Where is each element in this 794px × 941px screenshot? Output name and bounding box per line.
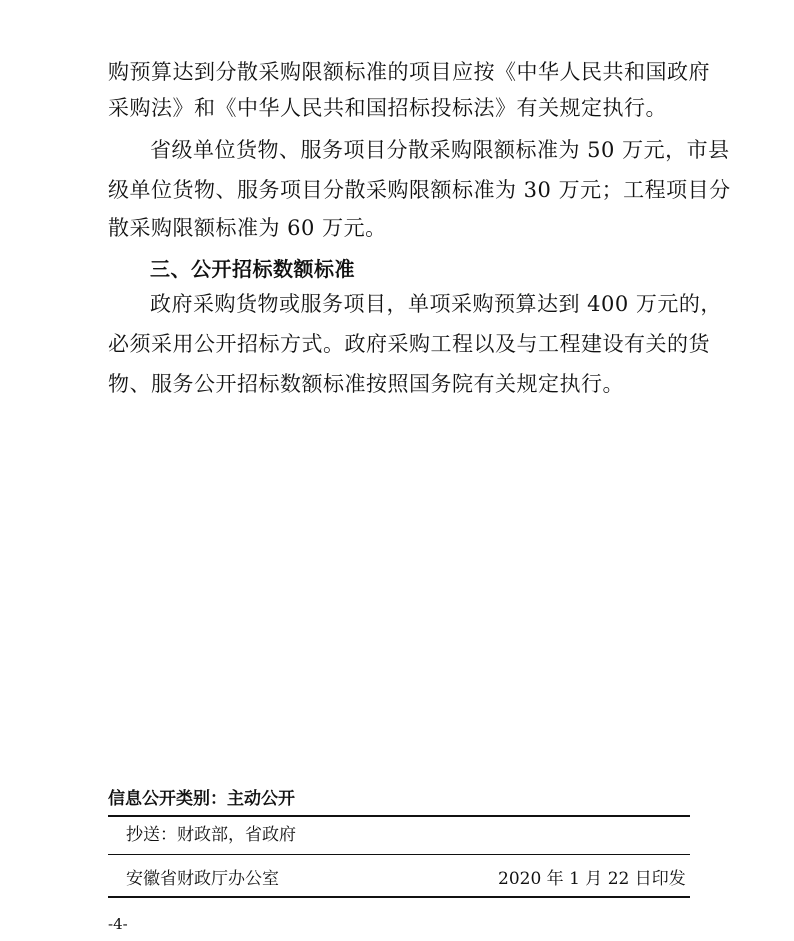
footer-middle-rule: [108, 854, 690, 855]
paragraph-start-line: 省级单位货物、服务项目分散采购限额标准为 50 万元，市县: [150, 138, 730, 162]
footer-top-rule: [108, 815, 690, 817]
body-line: 必须采用公开招标方式。政府采购工程以及与工程建设有关的货: [108, 332, 710, 356]
print-date: 2020 年 1 月 22 日印发: [498, 869, 686, 889]
body-line: 级单位货物、服务项目分散采购限额标准为 30 万元；工程项目分: [108, 178, 731, 202]
section-heading: 三、公开招标数额标准: [150, 257, 355, 281]
issuing-office: 安徽省财政厅办公室: [126, 869, 279, 889]
body-line: 散采购限额标准为 60 万元。: [108, 216, 387, 240]
body-line: 物、服务公开招标数额标准按照国务院有关规定执行。: [108, 372, 624, 396]
paragraph-start-line: 政府采购货物或服务项目，单项采购预算达到 400 万元的，: [150, 292, 722, 316]
body-line: 采购法》和《中华人民共和国招标投标法》有关规定执行。: [108, 96, 667, 120]
footer-bottom-rule: [108, 896, 690, 898]
cc-recipients: 抄送：财政部，省政府: [126, 825, 296, 845]
page-number: -4-: [108, 915, 128, 933]
body-line: 购预算达到分散采购限额标准的项目应按《中华人民共和国政府: [108, 60, 710, 84]
disclosure-category: 信息公开类别：主动公开: [108, 789, 295, 809]
